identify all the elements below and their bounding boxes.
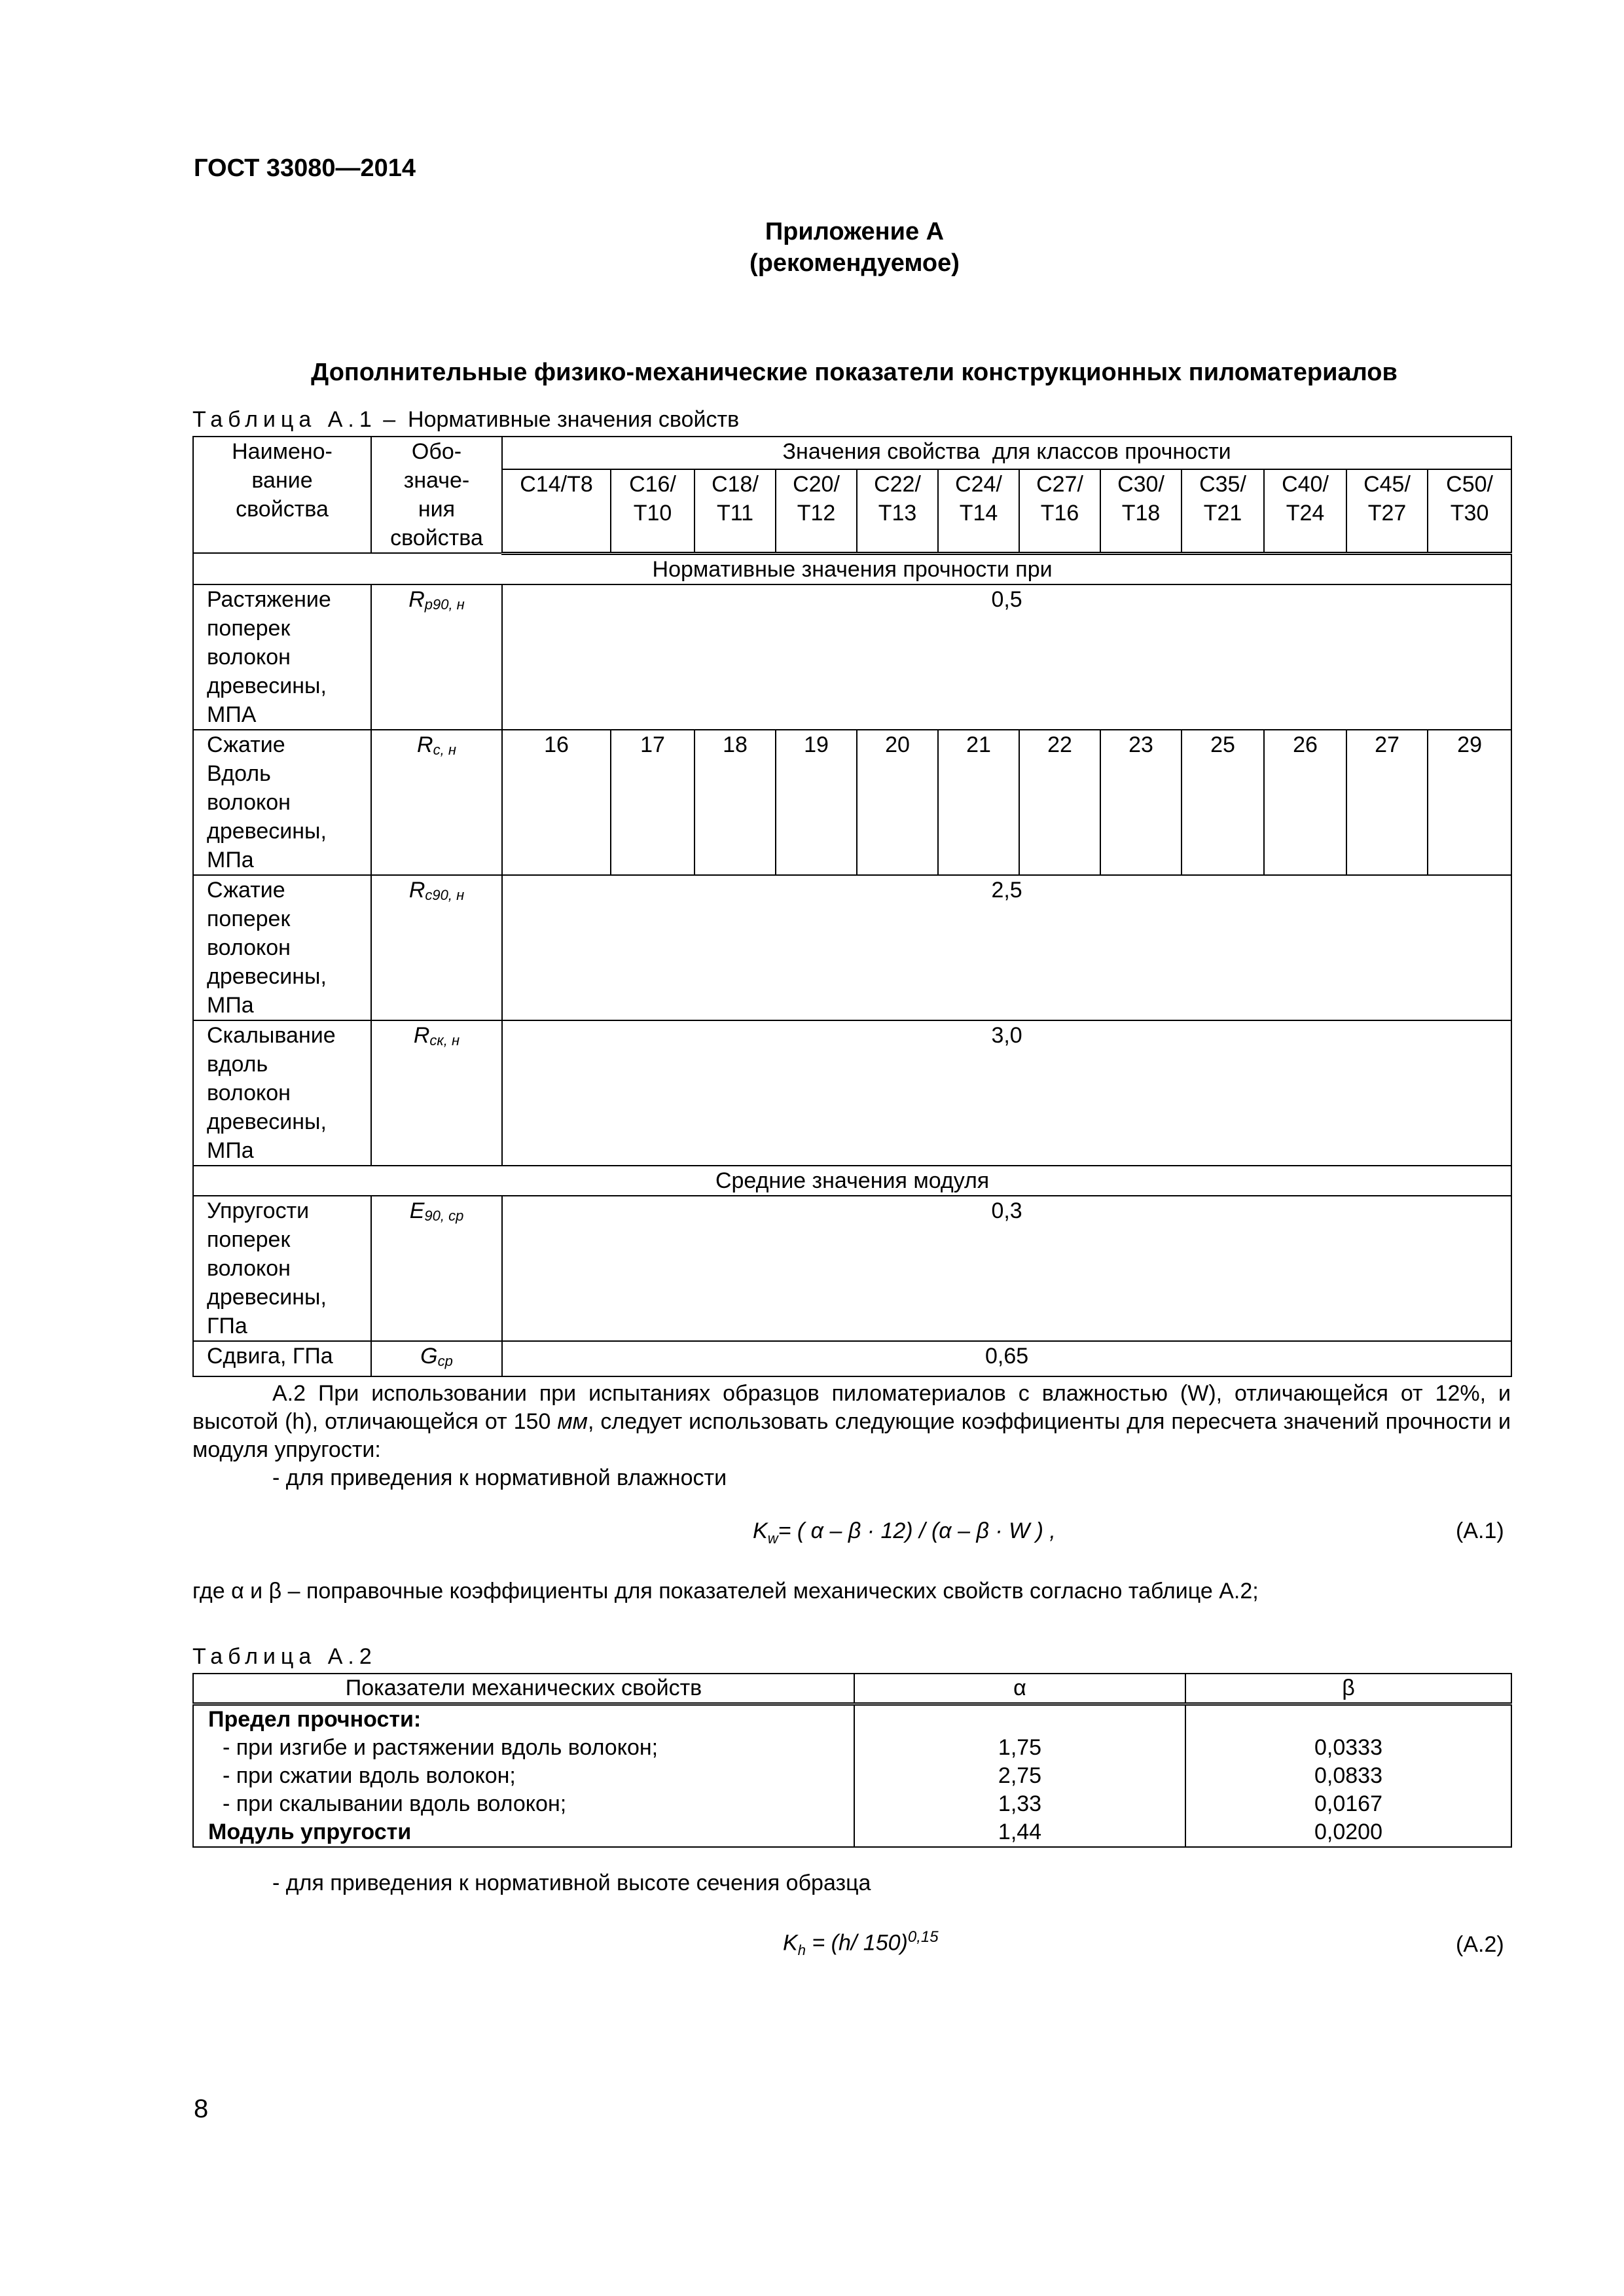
list-item: - для приведения к нормативной влажности (272, 1465, 727, 1490)
property-symbol: $R_{р90, н}$ (371, 584, 502, 730)
table-row (193, 1196, 1511, 1341)
property-name: Растяжение поперек волокон древесины, МПА (193, 584, 371, 730)
table-row (193, 730, 1511, 875)
table2 (192, 1673, 1512, 1848)
property-value: 23 (1100, 730, 1182, 875)
property-value: 20 (857, 730, 938, 875)
property-value: 29 (1428, 730, 1511, 875)
row-label: - при изгибе и растяжении вдоль волокон; (223, 1735, 659, 1760)
beta-value: 0,0167 (1314, 1791, 1382, 1816)
table-row (193, 1020, 1511, 1166)
class-header: С18/ Т11 (695, 469, 776, 553)
property-value: 0,5 (502, 584, 1511, 730)
header-name: Наимено- вание свойства (193, 437, 371, 553)
alpha-value: 1,33 (998, 1791, 1042, 1816)
table-row (193, 1704, 1511, 1848)
property-name: Упругости поперек волокон древесины, ГПа (193, 1196, 371, 1341)
page-number: 8 (194, 2094, 209, 2123)
header-alpha: α (854, 1674, 1185, 1704)
property-value: 18 (695, 730, 776, 875)
row-label: - при сжатии вдоль волокон; (223, 1763, 516, 1788)
alpha-value: 1,44 (998, 1820, 1042, 1844)
alpha-value: 2,75 (998, 1763, 1042, 1788)
paragraph-where: где α и β – поправочные коэффициенты для показателей механических свойств согласно таблице А.2; (192, 1579, 1259, 1604)
table-row (193, 1341, 1511, 1376)
property-value: 22 (1019, 730, 1100, 875)
property-name: Сдвига, ГПа (193, 1341, 371, 1376)
row-label: - при скалывании вдоль волокон; (223, 1791, 567, 1816)
property-value: 0,3 (502, 1196, 1511, 1341)
property-value: 0,65 (502, 1341, 1511, 1376)
class-header: С24/ Т14 (938, 469, 1019, 553)
beta-value: 0,0333 (1314, 1735, 1382, 1760)
property-value: 27 (1346, 730, 1428, 875)
list-item: - для приведения к нормативной высоте сечения образца (272, 1871, 871, 1895)
section-strength: Нормативные значения прочности при (193, 553, 1511, 584)
property-symbol: $E_{90, ср}$ (371, 1196, 502, 1341)
appendix-title: Приложение А (765, 218, 945, 245)
beta-value: 0,0200 (1314, 1820, 1382, 1844)
paragraph-a2: А.2 При использовании при испытаниях образцов пиломатериалов с влажностью (W), отличающейся от 12%, и высотой (h), отличающейся от 150 мм, следует использовать следующие коэффициенты для пересчета значений прочности и модуля упругости: (192, 1381, 1511, 1462)
formula-a1: $K_w=$ ( α – β · 12) / (α – β · W ) , (753, 1518, 1056, 1547)
formula-a1-number: (А.1) (1456, 1518, 1504, 1543)
property-value: 25 (1182, 730, 1264, 875)
table2-caption: Таблица А.2 (192, 1644, 377, 1669)
table1-header-row (193, 437, 1511, 469)
property-value: 19 (776, 730, 857, 875)
class-header: С14/Т8 (502, 469, 611, 553)
property-symbol: $R_{ск, н}$ (371, 1020, 502, 1166)
section-modulus: Средние значения модуля (193, 1166, 1511, 1196)
table1-caption-label: Таблица А.1 (192, 407, 377, 432)
section-title: Дополнительные физико-механические показатели конструкционных пиломатериалов (311, 359, 1398, 386)
header-symbol: Обо- значе- ния свойства (371, 437, 502, 553)
class-header: С20/ Т12 (776, 469, 857, 553)
table1-caption (192, 407, 739, 433)
property-symbol: $R_{с90, н}$ (371, 875, 502, 1020)
class-header: С22/ Т13 (857, 469, 938, 553)
group-strength: Предел прочности: (208, 1707, 422, 1732)
class-header: С35/ Т21 (1182, 469, 1264, 553)
table1-section-row (193, 1166, 1511, 1196)
table-row (193, 584, 1511, 730)
property-value: 16 (502, 730, 611, 875)
class-header: С45/ Т27 (1346, 469, 1428, 553)
table1-section-row (193, 553, 1511, 584)
property-value: 17 (611, 730, 695, 875)
class-header: С50/ Т30 (1428, 469, 1511, 553)
property-value: 3,0 (502, 1020, 1511, 1166)
class-header: С27/ Т16 (1019, 469, 1100, 553)
property-name: Сжатие поперек волокон древесины, МПа (193, 875, 371, 1020)
appendix-status: (рекомендуемое) (749, 249, 960, 277)
property-symbol: $R_{с, н}$ (371, 730, 502, 875)
header-properties: Показатели механических свойств (193, 1674, 854, 1704)
table1-caption-dash: – (376, 407, 408, 432)
formula-a2-number: (А.2) (1456, 1932, 1504, 1957)
alpha-value: 1,75 (998, 1735, 1042, 1760)
table-row (193, 875, 1511, 1020)
class-header: С40/ Т24 (1264, 469, 1346, 553)
class-header: С30/ Т18 (1100, 469, 1182, 553)
table1 (192, 436, 1512, 1377)
property-symbol: $G_{ср}$ (371, 1341, 502, 1376)
appendix-heading (0, 216, 1624, 279)
property-value: 26 (1264, 730, 1346, 875)
header-beta: β (1185, 1674, 1511, 1704)
group-modulus: Модуль упругости (208, 1820, 412, 1844)
property-value: 21 (938, 730, 1019, 875)
property-name: Сжатие Вдоль волокон древесины, МПа (193, 730, 371, 875)
document-header: ГОСТ 33080—2014 (194, 154, 416, 182)
property-value: 2,5 (502, 875, 1511, 1020)
beta-value: 0,0833 (1314, 1763, 1382, 1788)
property-name: Скалывание вдоль волокон древесины, МПа (193, 1020, 371, 1166)
header-values-group: Значения свойства для классов прочности (502, 437, 1511, 469)
formula-a2: $K_h = (h/$ 150)$^{0,15}$ (783, 1928, 939, 1959)
table2-header-row (193, 1674, 1511, 1704)
class-header: С16/ Т10 (611, 469, 695, 553)
table1-caption-text: Нормативные значения свойств (408, 407, 740, 432)
